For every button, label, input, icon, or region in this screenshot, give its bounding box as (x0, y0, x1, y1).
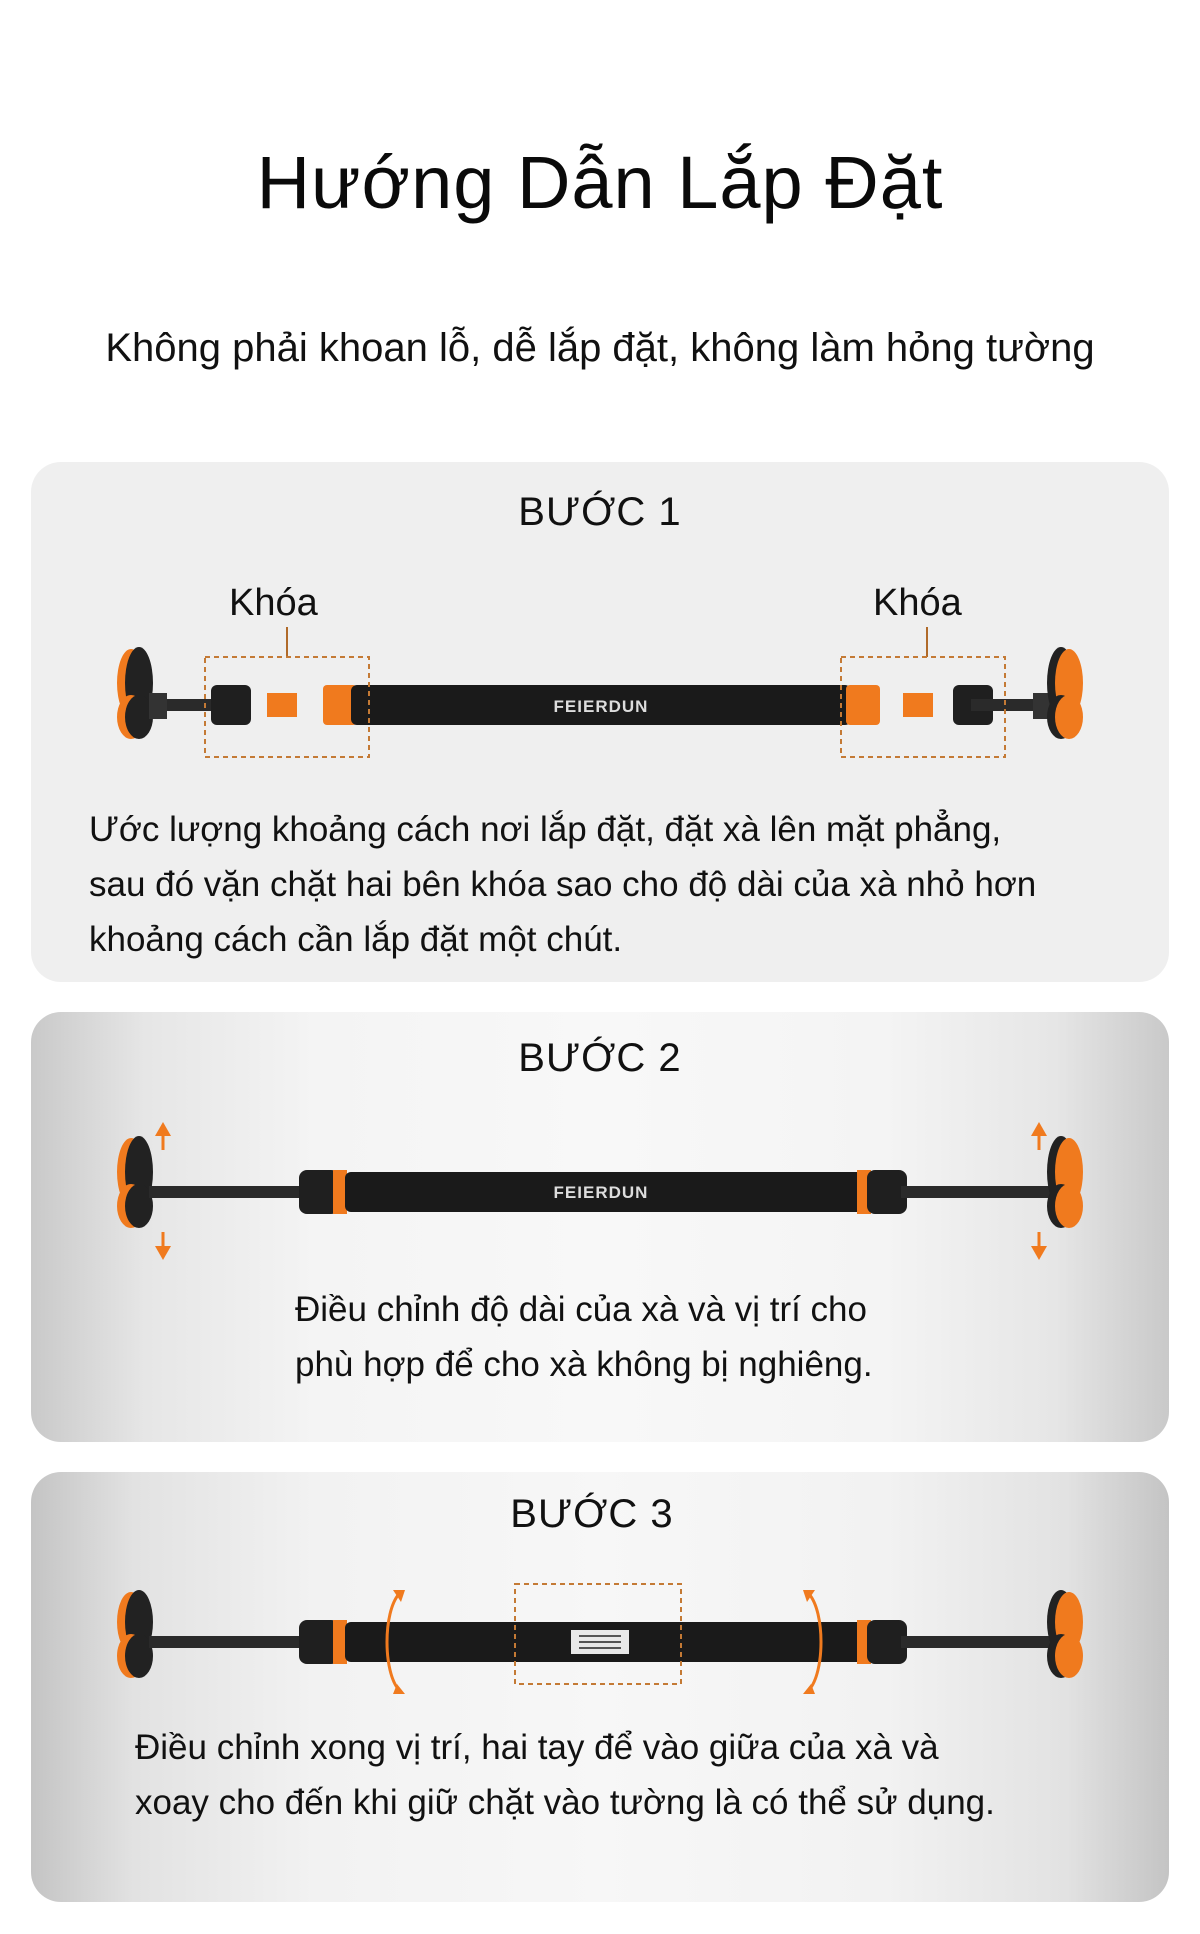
step-1-desc-line-1: Ước lượng khoảng cách nơi lắp đặt, đặt xà lên mặt phẳng, (89, 810, 1002, 849)
right-inner-rod (901, 1186, 1061, 1198)
step-2-title: BƯỚC 2 (518, 1036, 682, 1080)
step-1-desc-line-2: sau đó vặn chặt hai bên khóa sao cho độ dài của xà nhỏ hơn (89, 865, 1037, 904)
pull-up-bar-step-1 (31, 627, 1169, 777)
step-3-card (31, 1472, 1169, 1902)
step-1-title: BƯỚC 1 (518, 490, 682, 534)
left-orange-collar (333, 1170, 347, 1214)
step-2-desc-line-2: phù hợp để cho xà không bị nghiêng. (295, 1345, 873, 1384)
right-orange-collar (846, 685, 880, 725)
step-3-desc-line-1: Điều chỉnh xong vị trí, hai tay để vào giữa của xà và (135, 1728, 939, 1767)
step-3-desc-line-2: xoay cho đến khi giữ chặt vào tường là có thể sử dụng. (135, 1783, 995, 1822)
lock-label-right: Khóa (873, 582, 962, 624)
left-suction-pad (117, 647, 167, 739)
step-1-description (89, 802, 1036, 967)
step-1-card (31, 462, 1169, 982)
page-title: Hướng Dẫn Lắp Đặt (256, 141, 944, 224)
right-suction-pad (1047, 1590, 1083, 1678)
right-inner-rod (901, 1636, 1061, 1648)
step-2-desc-line-1: Điều chỉnh độ dài của xà và vị trí cho (295, 1290, 867, 1329)
left-orange-collar (333, 1620, 347, 1664)
pull-up-bar-step-2 (31, 1112, 1169, 1272)
step-2-description (295, 1282, 873, 1392)
right-suction-pad (1033, 647, 1083, 739)
left-suction-pad (117, 1590, 153, 1678)
page-subtitle: Không phải khoan lỗ, dễ lắp đặt, không làm hỏng tường (105, 326, 1095, 370)
brand-logo: FEIERDUN (553, 697, 649, 716)
step-3-title: BƯỚC 3 (510, 1492, 674, 1536)
lock-label-left: Khóa (229, 582, 318, 624)
left-lock-knob (211, 685, 251, 725)
step-2-card (31, 1012, 1169, 1442)
right-suction-pad (1047, 1136, 1083, 1228)
left-orange-nut (267, 693, 297, 717)
right-orange-nut (903, 693, 933, 717)
step-1-desc-line-3: khoảng cách cần lắp đặt một chút. (89, 920, 623, 959)
step-3-description (135, 1720, 995, 1830)
pull-up-bar-step-3 (31, 1582, 1169, 1702)
left-suction-pad (117, 1136, 153, 1228)
brand-logo: FEIERDUN (553, 1183, 649, 1202)
